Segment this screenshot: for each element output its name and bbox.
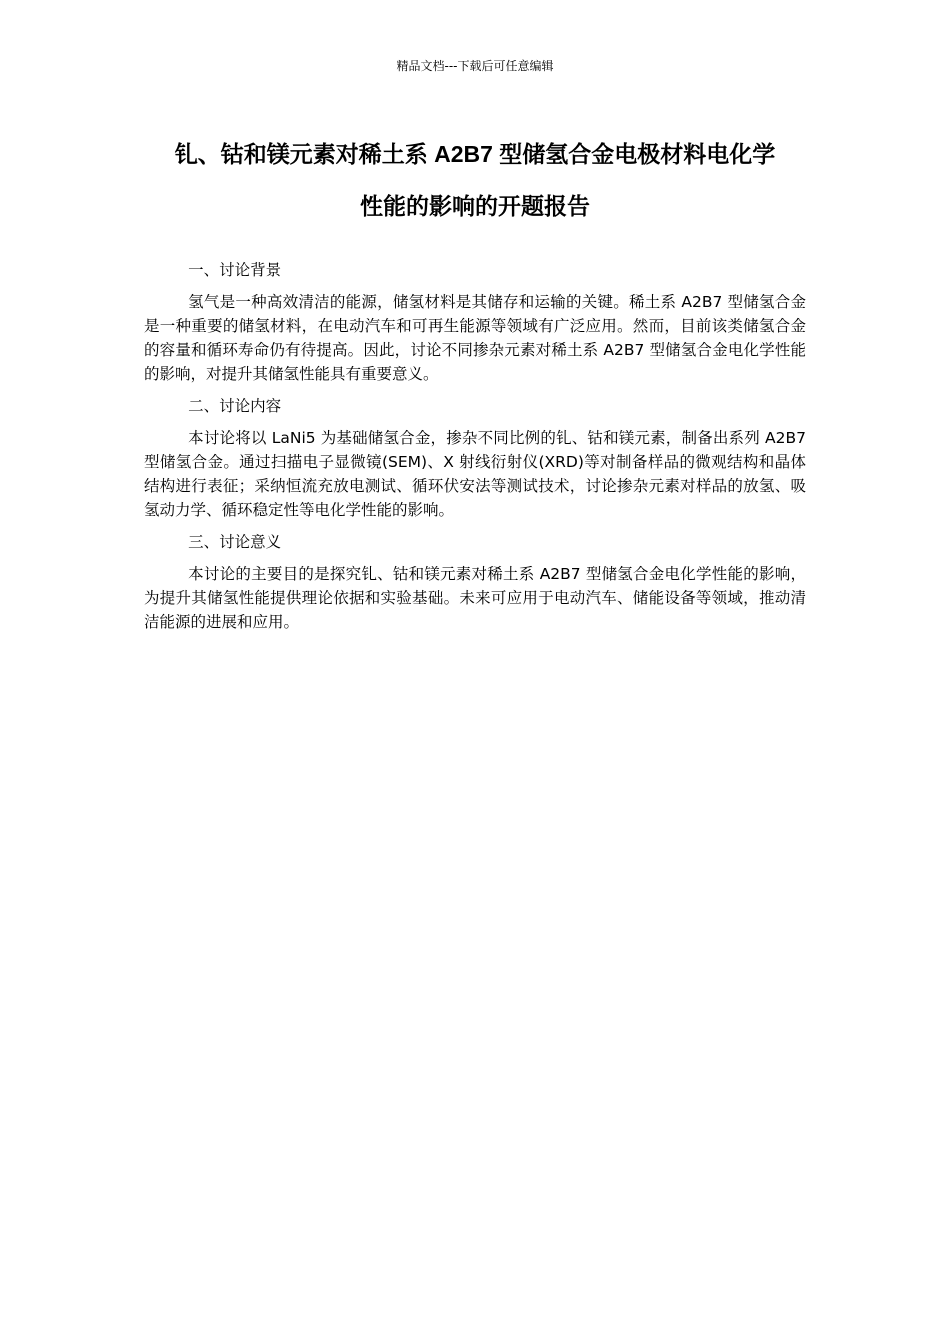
section-significance [144, 530, 806, 634]
section-paragraph: 氢气是一种高效清洁的能源，储氢材料是其储存和运输的关键。稀土系 A2B7 型储氢合金是一种重要的储氢材料，在电动汽车和可再生能源等领域有广泛应用。然而，目前该类储氢合金的容量和循环寿命仍有待提高。因此，讨论不同掺杂元素对稀土系 A2B7 型储氢合金电化学性能的影响，对提升其储氢性能具有重要意义。 [144, 293, 806, 383]
header-note: 精品文档---下载后可任意编辑 [396, 59, 554, 73]
document-body [144, 258, 806, 642]
title-line-1: 钆、钴和镁元素对稀土系 A2B7 型储氢合金电极材料电化学 [174, 141, 776, 167]
title-line-2: 性能的影响的开题报告 [360, 193, 590, 219]
section-heading: 三、讨论意义 [188, 533, 282, 551]
section-paragraph: 本讨论的主要目的是探究钆、钴和镁元素对稀土系 A2B7 型储氢合金电化学性能的影响，为提升其储氢性能提供理论依据和实验基础。未来可应用于电动汽车、储能设备等领域，推动清洁能源的进展和应用。 [144, 565, 806, 631]
section-heading: 二、讨论内容 [188, 397, 282, 415]
section-background [144, 258, 806, 386]
section-heading: 一、讨论背景 [188, 261, 282, 279]
section-paragraph: 本讨论将以 LaNi5 为基础储氢合金，掺杂不同比例的钆、钴和镁元素，制备出系列 A2B7 型储氢合金。通过扫描电子显微镜(SEM)、X 射线衍射仪(XRD)等对制备样品的微观结构和晶体结构进行表征；采纳恒流充放电测试、循环伏安法等测试技术，讨论掺杂元素对样品的放氢、吸氢动力学、循环稳定性等电化学性能的影响。 [144, 429, 806, 519]
document-title [140, 128, 810, 232]
section-content [144, 394, 806, 522]
